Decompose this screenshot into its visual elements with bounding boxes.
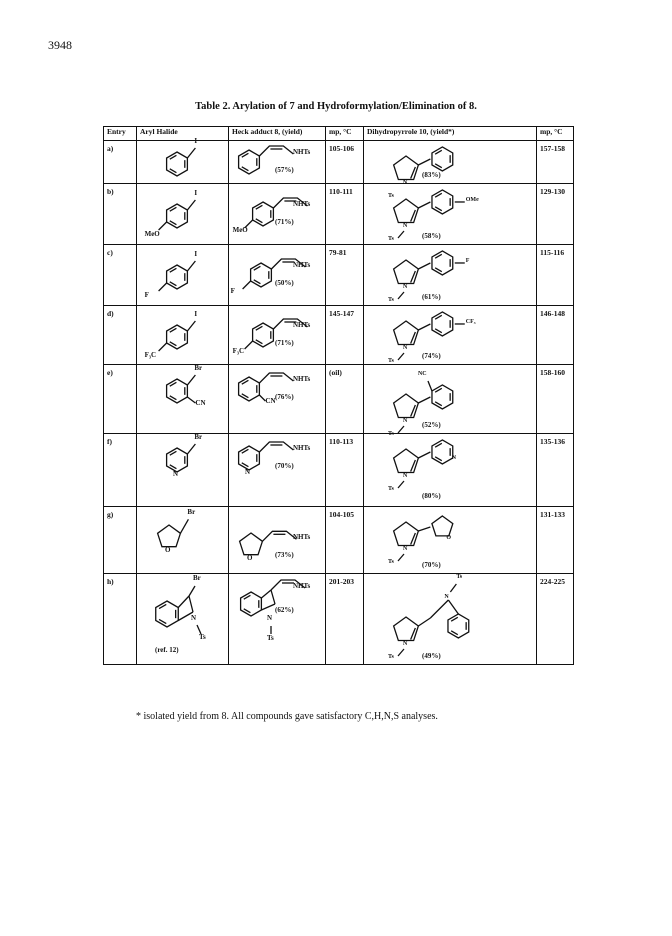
bond-line xyxy=(418,397,430,403)
aryl-halide-cell xyxy=(137,137,229,184)
melting-point-pyrrole: 158-160 xyxy=(540,368,565,377)
header-entry: Entry xyxy=(104,127,137,141)
bond-line xyxy=(187,200,195,210)
yield-label: (70%) xyxy=(275,462,294,470)
bond-line xyxy=(159,343,167,351)
yield-label: (83%) xyxy=(422,171,441,179)
dihydropyrrole-cell xyxy=(364,365,537,437)
bond-line xyxy=(418,202,430,208)
bond-line xyxy=(180,519,188,533)
heck-adduct-cell xyxy=(229,434,326,507)
melting-point-pyrrole: 115-116 xyxy=(540,248,565,257)
substituent-label: F xyxy=(465,257,470,264)
bond-line xyxy=(398,554,404,561)
ring-nitrogen-label: N xyxy=(267,614,273,622)
entry-label: c) xyxy=(107,248,113,257)
structure-drawing xyxy=(364,141,537,183)
heck-adduct-cell xyxy=(229,184,326,245)
allyl-chain xyxy=(262,531,296,541)
halogen-label: Br xyxy=(194,364,203,372)
entry-cell xyxy=(104,507,137,574)
nhts-label: NHTs xyxy=(293,533,311,542)
yield-label: (74%) xyxy=(422,352,441,360)
aryl-halide-cell xyxy=(137,434,229,507)
nhts-label: NHTs xyxy=(293,444,311,452)
tosyl-label: Ts xyxy=(388,297,394,303)
heck-adduct-cell xyxy=(229,365,326,434)
mp-cell xyxy=(326,574,364,665)
ring-nitrogen-label: N xyxy=(444,593,449,600)
bond-line xyxy=(243,281,251,289)
structure-drawing xyxy=(137,365,229,433)
mp-cell xyxy=(537,507,574,574)
yield-label: (58%) xyxy=(422,232,441,240)
yield-label: (52%) xyxy=(422,421,441,429)
bond-line xyxy=(187,444,195,454)
substituent-label: MeO xyxy=(144,230,160,238)
structure-drawing xyxy=(137,434,229,506)
dihydropyrrole-cell xyxy=(364,306,537,365)
bond-line xyxy=(398,481,404,488)
bond-line xyxy=(178,596,189,608)
table-row xyxy=(104,574,574,665)
ring-nitrogen-label: N xyxy=(173,470,179,478)
bond-line xyxy=(189,586,195,596)
bond-line xyxy=(398,231,404,238)
mp-cell xyxy=(326,245,364,306)
header-mp: mp, °C xyxy=(537,127,574,141)
mp-cell xyxy=(537,184,574,245)
structure-drawing xyxy=(229,245,326,305)
structure-drawing xyxy=(137,245,229,305)
substituent-label: F xyxy=(230,287,235,295)
tosyl-label: Ts xyxy=(388,654,394,660)
yield-label: (73%) xyxy=(275,551,294,560)
aryl-halide-cell xyxy=(137,574,229,665)
bond-line xyxy=(398,649,404,656)
table-row xyxy=(104,141,574,184)
yield-label: (50%) xyxy=(275,279,294,287)
footnote: * isolated yield from 8. All compounds gave satisfactory C,H,N,S analyses. xyxy=(136,711,438,722)
table-row xyxy=(104,365,574,434)
heck-adduct-cell xyxy=(229,245,326,306)
bond-line xyxy=(398,426,404,433)
melting-point-heck: 79-81 xyxy=(329,248,347,257)
results-table xyxy=(103,126,574,665)
halogen-label: Br xyxy=(194,433,203,441)
dihydropyrrole-cell xyxy=(364,184,537,245)
structure-drawing xyxy=(229,141,326,183)
ring-nitrogen-label: N xyxy=(245,468,251,476)
structure-drawing xyxy=(229,306,326,364)
ring-nitrogen-label: N xyxy=(403,284,408,290)
structure-drawing xyxy=(137,507,229,573)
bond-line xyxy=(189,596,193,612)
mp-cell xyxy=(326,434,364,507)
header-aryl-halide: Aryl Halide xyxy=(137,127,229,141)
heck-adduct-cell xyxy=(229,141,326,184)
melting-point-pyrrole: 131-133 xyxy=(540,510,565,519)
yield-label: (70%) xyxy=(422,561,441,569)
aryl-halide-cell xyxy=(137,245,229,306)
ring-nitrogen-label: N xyxy=(403,418,408,424)
bond-line xyxy=(159,283,167,291)
table-row xyxy=(104,434,574,507)
tosyl-label: Ts xyxy=(388,431,394,437)
nhts-label: NHTs xyxy=(293,148,311,156)
mp-cell xyxy=(537,141,574,184)
allyl-chain xyxy=(259,373,293,383)
substituent-label: NC xyxy=(417,370,427,377)
bond-line xyxy=(418,618,430,626)
structure-drawing xyxy=(364,574,537,664)
melting-point-heck: 145-147 xyxy=(329,309,354,318)
table-row xyxy=(104,245,574,306)
melting-point-heck: (oil) xyxy=(329,368,342,377)
melting-point-pyrrole: 157-158 xyxy=(540,144,565,153)
bond-line xyxy=(418,452,430,458)
substituent-label: F xyxy=(144,291,149,299)
table-title: Table 2. Arylation of 7 and Hydroformylation/Elimination of 8. xyxy=(195,101,477,112)
entry-label: a) xyxy=(107,144,114,153)
melting-point-pyrrole: 129-130 xyxy=(540,187,565,196)
dihydropyrrole-cell xyxy=(364,507,537,574)
tosyl-label: Ts xyxy=(267,634,274,642)
mp-cell xyxy=(537,574,574,665)
bond-line xyxy=(245,341,253,349)
tosyl-label: Ts xyxy=(199,633,206,641)
bond-line xyxy=(430,600,448,618)
entry-cell xyxy=(104,141,137,184)
ring-nitrogen-label: N xyxy=(403,180,408,186)
header-heck-adduct: Heck adduct 8, (yield) xyxy=(229,127,326,141)
bond-line xyxy=(398,353,404,360)
mp-cell xyxy=(537,365,574,434)
structure-drawing xyxy=(229,184,326,244)
substituent-label: OMe xyxy=(465,196,479,203)
halogen-label: I xyxy=(194,189,198,197)
tosyl-label: Ts xyxy=(388,236,394,242)
mp-cell xyxy=(537,434,574,507)
halogen-label: I xyxy=(194,310,198,318)
entry-cell xyxy=(104,184,137,245)
heck-adduct-cell xyxy=(229,574,326,665)
yield-label: (71%) xyxy=(275,218,294,226)
ring-oxygen-label: O xyxy=(247,554,253,562)
mp-cell xyxy=(326,306,364,365)
bond-line xyxy=(398,292,404,299)
aryl-halide-cell xyxy=(137,507,229,574)
mp-cell xyxy=(326,184,364,245)
furan-ring xyxy=(240,533,263,555)
structure-drawing xyxy=(229,574,326,664)
dihydropyrrole-cell xyxy=(364,434,537,507)
substituent-label: CN xyxy=(195,399,206,407)
mp-cell xyxy=(326,141,364,184)
ring-oxygen-label: O xyxy=(446,534,452,541)
tosyl-label: Ts xyxy=(388,559,394,565)
tosyl-label: Ts xyxy=(456,573,463,580)
dihydropyrrole-cell xyxy=(364,574,537,665)
melting-point-pyrrole: 146-148 xyxy=(540,309,565,318)
bond-line xyxy=(418,263,430,269)
table-row xyxy=(104,507,574,574)
header-dihydropyrrole: Dihydropyrrole 10, (yield*) xyxy=(364,127,537,141)
heck-adduct-cell xyxy=(229,306,326,365)
entry-label: g) xyxy=(107,510,114,519)
yield-label: (80%) xyxy=(422,492,441,500)
aryl-halide-cell xyxy=(137,365,229,434)
structure-drawing xyxy=(229,434,326,506)
melting-point-pyrrole: 224-225 xyxy=(540,577,565,586)
structure-drawing xyxy=(364,306,537,364)
ring-nitrogen-label: N xyxy=(403,546,408,552)
melting-point-heck: 110-111 xyxy=(329,187,353,196)
entry-cell xyxy=(104,245,137,306)
entry-label: f) xyxy=(107,437,112,446)
yield-label: (61%) xyxy=(422,293,441,301)
entry-label: b) xyxy=(107,187,114,196)
ring-nitrogen-label: N xyxy=(403,641,408,647)
halogen-label: Br xyxy=(187,508,196,517)
indole-benzene-ring xyxy=(156,601,179,627)
table-header-row xyxy=(104,127,574,141)
entry-cell xyxy=(104,574,137,665)
entry-cell xyxy=(104,434,137,507)
nhts-label: NHTs xyxy=(293,261,311,269)
allyl-chain xyxy=(259,146,293,156)
bond-line xyxy=(187,321,195,331)
bond-line xyxy=(187,261,195,271)
nhts-label: NHTs xyxy=(293,375,311,383)
substituent-label: CF₃ xyxy=(465,318,476,325)
table-row xyxy=(104,184,574,245)
header-mp: mp, °C xyxy=(326,127,364,141)
halogen-label: I xyxy=(194,250,198,258)
bond-line xyxy=(271,590,275,604)
bond-line xyxy=(261,604,275,610)
ring-nitrogen-label: N xyxy=(403,345,408,351)
nhts-label: NHTs xyxy=(293,200,311,208)
mp-cell xyxy=(326,507,364,574)
entry-cell xyxy=(104,306,137,365)
bond-line xyxy=(187,397,195,403)
structure-drawing xyxy=(364,365,537,433)
mp-cell xyxy=(537,306,574,365)
melting-point-heck: 104-105 xyxy=(329,510,354,519)
ring-nitrogen-label: N xyxy=(451,454,457,461)
aryl-halide-cell xyxy=(137,306,229,365)
page-number: 3948 xyxy=(48,38,72,52)
mp-cell xyxy=(537,245,574,306)
bond-line xyxy=(261,590,271,598)
ring-nitrogen-label: N xyxy=(191,614,197,622)
yield-label: (71%) xyxy=(275,339,294,347)
structure-drawing xyxy=(364,434,537,506)
bond-line xyxy=(159,222,167,230)
ring-nitrogen-label: N xyxy=(403,473,408,479)
substituent-label: CN xyxy=(265,397,276,405)
bond-line xyxy=(448,600,458,614)
tosyl-label: Ts xyxy=(388,193,394,199)
structure-drawing xyxy=(137,574,229,664)
halogen-label: Br xyxy=(193,574,201,582)
dihydropyrrole-cell xyxy=(364,141,537,199)
bond-line xyxy=(187,148,195,158)
substituent-label: F₃C xyxy=(144,351,157,359)
yield-label: (57%) xyxy=(275,166,294,174)
structure-drawing xyxy=(137,141,229,183)
structure-drawing xyxy=(229,507,326,573)
bond-line xyxy=(418,159,430,165)
furan-ring xyxy=(158,525,181,547)
entry-label: d) xyxy=(107,309,114,318)
ring-oxygen-label: O xyxy=(165,546,171,554)
reference-label: (ref. 12) xyxy=(155,646,179,654)
entry-label: e) xyxy=(107,368,113,377)
nhts-label: NHTs xyxy=(293,582,311,590)
ring-nitrogen-label: N xyxy=(403,223,408,229)
halogen-label: I xyxy=(194,137,198,145)
yield-label: (49%) xyxy=(422,652,441,660)
structure-drawing xyxy=(364,184,537,244)
substituent-label: F₃C xyxy=(232,347,245,355)
mp-cell xyxy=(326,365,364,434)
aryl-halide-cell xyxy=(137,184,229,245)
bond-line xyxy=(418,527,430,531)
bond-line xyxy=(450,584,456,592)
furan-ring xyxy=(432,516,453,536)
bond-line xyxy=(428,381,432,391)
melting-point-heck: 201-203 xyxy=(329,577,354,586)
yield-label: (76%) xyxy=(275,393,294,401)
nhts-label: NHTs xyxy=(293,321,311,329)
allyl-chain xyxy=(259,442,293,452)
table-row xyxy=(104,306,574,365)
melting-point-pyrrole: 135-136 xyxy=(540,437,565,446)
bond-line xyxy=(418,324,430,330)
substituent-label: MeO xyxy=(232,226,248,234)
melting-point-heck: 110-113 xyxy=(329,437,354,446)
entry-cell xyxy=(104,365,137,434)
tosyl-label: Ts xyxy=(388,358,394,364)
structure-drawing xyxy=(364,245,537,305)
yield-label: (62%) xyxy=(275,606,294,614)
dihydropyrrole-cell xyxy=(364,245,537,306)
melting-point-heck: 105-106 xyxy=(329,144,354,153)
entry-label: h) xyxy=(107,577,114,586)
heck-adduct-cell xyxy=(229,507,326,574)
tosyl-label: Ts xyxy=(388,486,394,492)
bond-line xyxy=(187,375,195,385)
